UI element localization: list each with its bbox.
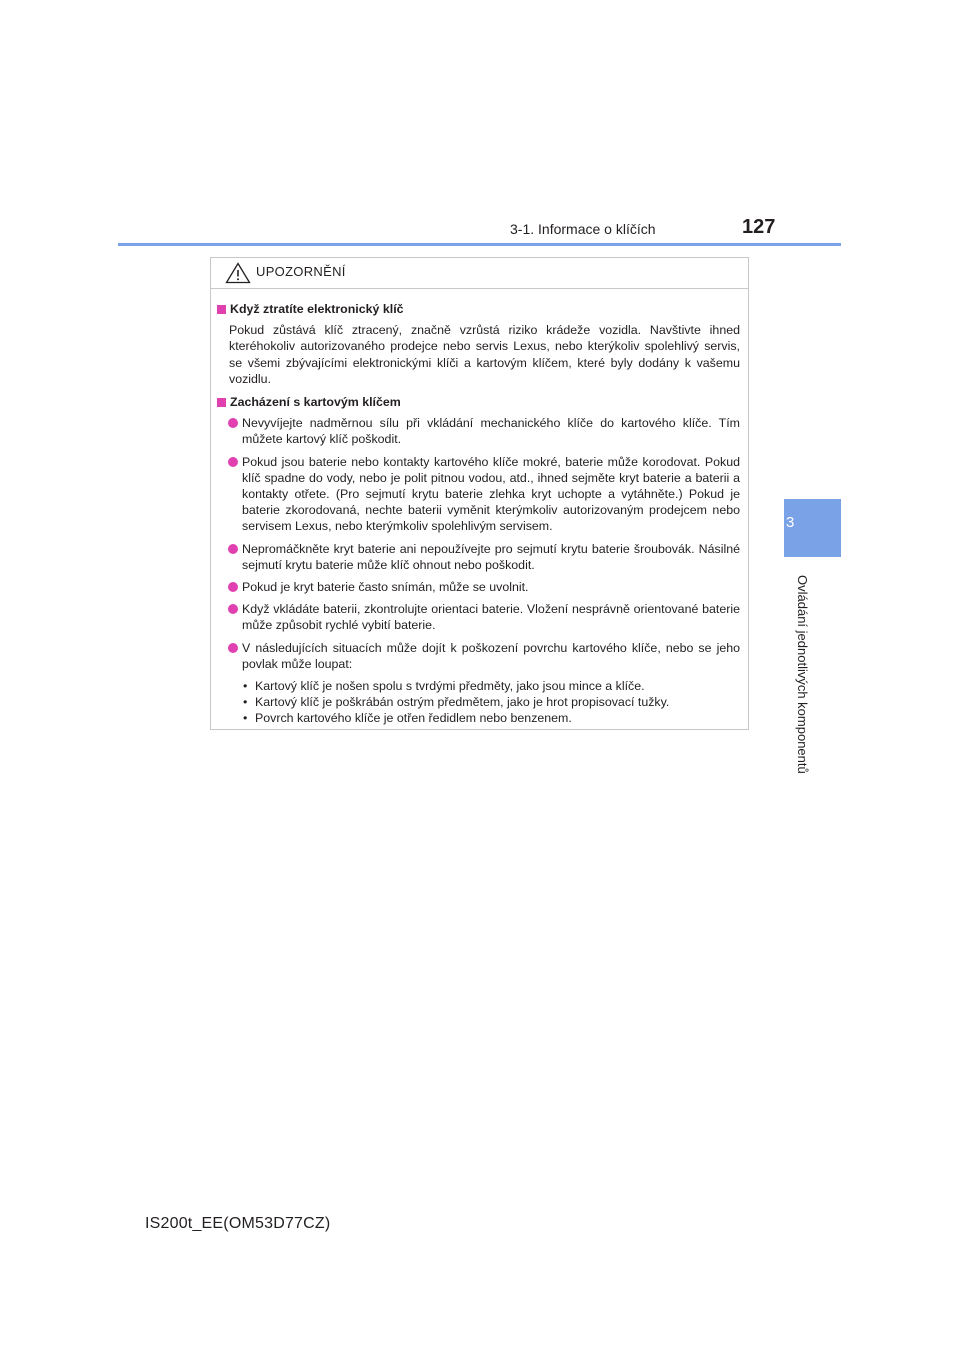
sub-list-item-text: Povrch kartového klíče je otřen ředidlem nebo benzenem. xyxy=(255,711,572,726)
section-heading xyxy=(217,394,740,410)
sub-bullet-mark: • xyxy=(243,711,248,726)
list-item-text: V následujících situacích může dojít k poškození povrchu kartového klíče, nebo se jeho povlak může loupat: xyxy=(242,640,740,671)
chapter-tab-number: 3 xyxy=(786,514,795,531)
list-item-text: Pokud je kryt baterie často snímán, může se uvolnit. xyxy=(242,580,529,595)
sub-bullet-mark: • xyxy=(243,679,248,694)
list-item xyxy=(228,579,740,595)
warning-body xyxy=(211,289,748,727)
page-number: 127 xyxy=(742,216,776,238)
sub-list-item-text: Kartový klíč je nošen spolu s tvrdými předměty, jako jsou mince a klíče. xyxy=(255,679,645,694)
sub-bullet-mark: • xyxy=(243,695,248,710)
list-item xyxy=(228,454,740,535)
section-paragraph: Pokud zůstává klíč ztracený, značně vzrůstá riziko krádeže vozidla. Navštivte ihned kteréhokoliv autorizovaného prodejce nebo servis Lexus, nebo kterýkoliv spolehlivý servis, se všemi zbývajícími elektronickými klíči a kartovým klíčem, které byly dodány k vašemu vozidlu. xyxy=(229,323,740,386)
round-bullet-icon xyxy=(228,418,238,428)
list-item xyxy=(228,640,740,672)
warning-triangle-icon xyxy=(225,262,251,284)
square-bullet-icon xyxy=(217,305,226,314)
sub-list-item xyxy=(243,694,740,710)
warning-box xyxy=(210,257,749,730)
list-item xyxy=(228,415,740,447)
round-bullet-icon xyxy=(228,643,238,653)
sub-list-item xyxy=(243,678,740,694)
list-item-text: Když vkládáte baterii, zkontrolujte orientaci baterie. Vložení nesprávně orientované baterie může způsobit rychlé vybití baterie. xyxy=(242,602,740,633)
header-rule xyxy=(118,243,841,246)
round-bullet-icon xyxy=(228,604,238,614)
section-heading xyxy=(217,301,740,317)
warning-header xyxy=(211,258,748,289)
round-bullet-icon xyxy=(228,457,238,467)
section-heading-text: Zacházení s kartovým klíčem xyxy=(230,395,401,410)
square-bullet-icon xyxy=(217,398,226,407)
round-bullet-icon xyxy=(228,544,238,554)
round-bullet-icon xyxy=(228,582,238,592)
sub-list-item xyxy=(243,710,740,726)
chapter-title-vertical: Ovládání jednotlivých komponentů xyxy=(795,575,810,774)
list-item-text: Nevyvíjejte nadměrnou sílu při vkládání mechanického klíče do kartového klíče. Tím můžete kartový klíč poškodit. xyxy=(242,416,740,447)
section-title: 3-1. Informace o klíčích xyxy=(510,221,656,237)
list-item-text: Nepromáčkněte kryt baterie ani nepoužívejte pro sejmutí krytu baterie šroubovák. Násilné sejmutí krytu baterie může klíč ohnout nebo poškodit. xyxy=(242,541,740,572)
model-code: IS200t_EE(OM53D77CZ) xyxy=(145,1215,331,1232)
sub-list-item-text: Kartový klíč je poškrábán ostrým předmětem, jako je hrot propisovací tužky. xyxy=(255,695,670,710)
warning-title: UPOZORNĚNÍ xyxy=(256,264,346,279)
list-item xyxy=(228,601,740,633)
list-item-text: Pokud jsou baterie nebo kontakty kartového klíče mokré, baterie může korodovat. Pokud klíč spadne do vody, nebo je polit pitnou vodou, atd., ihned sejměte kryt baterie a baterii a kontakty otřete. (Pro sejmutí krytu baterie zlehka kryt uchopte a vytáhněte.) Pokud je baterie zkorodovaná, nechte baterii vyměnit kterýmkoliv autorizovaným prodejcem nebo servisem Lexus, nebo kterýmkoliv spolehlivým servisem. xyxy=(242,454,740,534)
section-heading-text: Když ztratíte elektronický klíč xyxy=(230,302,404,316)
list-item xyxy=(228,541,740,573)
